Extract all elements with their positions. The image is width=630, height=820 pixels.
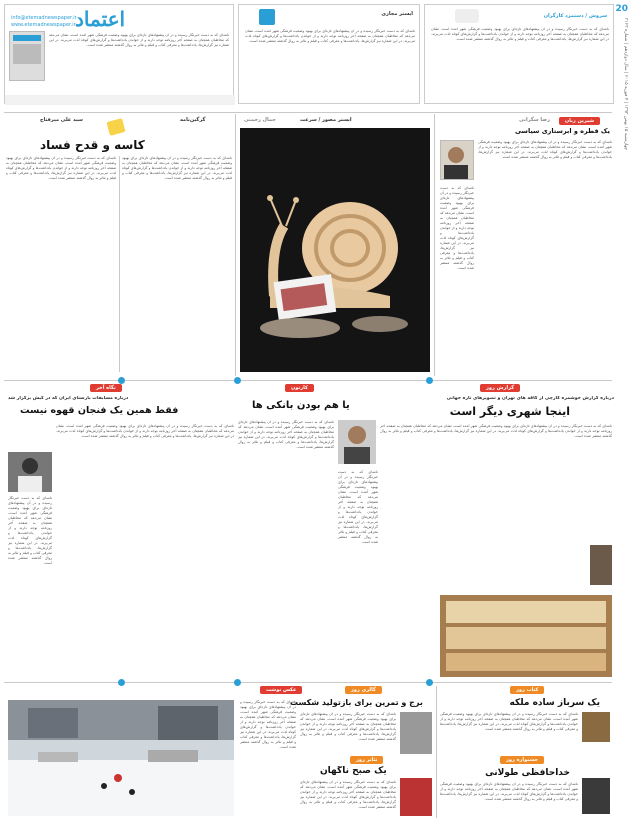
writer-illustration [338,420,376,464]
section-dot [118,679,125,686]
cinema-tag: جشنواره روز [500,756,544,764]
gallery-title: برج و تمرین برای بازتولید شکست [290,698,423,707]
author-photo [440,140,474,180]
divider [4,682,612,683]
poetry-tag: شیرین زبان [559,117,600,125]
book-cover [582,712,610,742]
divider [434,114,435,376]
logo: اعتماد [75,7,126,31]
section-dot [234,679,241,686]
cinema-text: نامه‌ای که به دست خبرنگار رسیده و در آن پیشنهادهای تازه‌ای برای بهبود وضعیت فرهنگی شهر آمده است، نشان می‌دهد که مخاطبان همچنان به صفحه آخر روزنامه توجه دارند و از خواندن یادداشت‌ها و گزارش‌های کوتاه لذت می‌برند. در این شماره نیز گزارش‌ها، یادداشت‌ها و معرفی کتاب و فیلم و تئاتر به روال گذشته منتشر شده است. [440,782,578,801]
snail-illustration [240,128,430,372]
editors-text: نامه‌ای که به دست خبرنگار رسیده و در آن پیشنهادهای تازه‌ای برای بهبود وضعیت فرهنگی شهر آمده است، نشان می‌دهد که مخاطبان همچنان به صفحه آخر روزنامه توجه دارند و از خواندن یادداشت‌ها و گزارش‌های کوتاه لذت می‌برند. در این شماره نیز گزارش‌ها، یادداشت‌ها و معرفی کتاب و فیلم و تئاتر به روال گذشته منتشر شده است. [245,29,415,43]
poetry-title: یک قطره و ابرستاری سیاسی [514,127,610,135]
book-text: نامه‌ای که به دست خبرنگار رسیده و در آن پیشنهادهای تازه‌ای برای بهبود وضعیت فرهنگی شهر آمده است، نشان می‌دهد که مخاطبان همچنان به صفحه آخر روزنامه توجه دارند و از خواندن یادداشت‌ها و گزارش‌های کوتاه لذت می‌برند. در این شماره نیز گزارش‌ها، یادداشت‌ها و معرفی کتاب و فیلم و تئاتر به روال گذشته منتشر شده است. [440,712,578,731]
theatre-poster [400,778,432,816]
barista-photo [8,452,52,492]
lastlook-text: نامه‌ای که به دست خبرنگار رسیده و در آن پیشنهادهای تازه‌ای برای بهبود وضعیت فرهنگی شهر آمده است، نشان می‌دهد که مخاطبان همچنان به صفحه آخر روزنامه توجه دارند و از خواندن یادداشت‌ها و گزارش‌های کوتاه لذت می‌برند. در این شماره نیز گزارش‌ها، یادداشت‌ها و معرفی کتاب و فیلم و تئاتر به روال گذشته منتشر شده است. [56,424,234,438]
book-tag: کتاب روز [510,686,544,694]
lastlook-tag: نگاه آخر [90,384,122,392]
divider [119,156,120,372]
theatre-text: نامه‌ای که به دست خبرنگار رسیده و در آن پیشنهادهای تازه‌ای برای بهبود وضعیت فرهنگی شهر آمده است، نشان می‌دهد که مخاطبان همچنان به صفحه آخر روزنامه توجه دارند و از خواندن یادداشت‌ها و گزارش‌های کوتاه لذت می‌برند. در این شماره نیز گزارش‌ها، یادداشت‌ها و معرفی کتاب و فیلم و تئاتر به روال گذشته منتشر شده است. [300,780,396,809]
issue-date: چهارشنبه ۱۵ بهمن ۱۳۹۳ | ۴ فوریه ۲۰۱۵ | سال دوازدهم | شماره ۳۱۲۳ [623,18,628,151]
section-dot [426,679,433,686]
notice-title: سروش / دستمزد کارگران [543,13,607,19]
newspaper-thumbnail [9,31,45,81]
divider [4,380,612,381]
cartoon-tag: کارتون [285,384,314,392]
divider [436,686,437,818]
gallery-photo [400,712,432,754]
woman-photo [590,545,612,585]
notice-box [424,4,614,104]
film-still [582,778,610,814]
email-link[interactable]: info@etemadnewspaper.ir [11,15,77,21]
photo-tag: عکس نوشت [260,686,302,694]
gallery-tag: گالری روز [345,686,382,694]
report-title: اینجا شهری دیگر است [449,405,570,418]
cinema-title: خداحافظی طولانی [485,768,570,778]
lastlook-subtitle: درباره مسابقات بارستای ایران که در کیش برگزار شد [8,396,129,401]
snow-illustration [8,700,234,816]
cartoon-text-right: نامه‌ای که به دست خبرنگار رسیده و در آن پیشنهادهای تازه‌ای برای بهبود وضعیت فرهنگی شهر آمده است، نشان می‌دهد که مخاطبان همچنان به صفحه آخر روزنامه توجه دارند و از خواندن یادداشت‌ها و گزارش‌های کوتاه لذت می‌برند. در این شماره نیز گزارش‌ها، یادداشت‌ها و معرفی کتاب و فیلم و تئاتر به روال گذشته منتشر شده است. [338,470,378,544]
editors-label: ایستر مجازی [381,11,413,17]
lastlook-text-left: نامه‌ای که به دست خبرنگار رسیده و در آن پیشنهادهای تازه‌ای برای بهبود وضعیت فرهنگی شهر آمده است، نشان می‌دهد که مخاطبان همچنان به صفحه آخر روزنامه توجه دارند و از خواندن یادداشت‌ها و گزارش‌های کوتاه لذت می‌برند. در این شماره نیز گزارش‌ها، یادداشت‌ها و معرفی کتاب و فیلم و تئاتر به روال گذشته منتشر شده است. [8,496,52,565]
date-strip [616,4,628,224]
report-subtitle: درباره گزارش خوشمزه کارچی از کافه های تهران و تصویرهای تازه جهانی [446,396,614,401]
brand-credits: نامه‌ای که به دست خبرنگار رسیده و در آن پیشنهادهای تازه‌ای برای بهبود وضعیت فرهنگی شهر آمده است، نشان می‌دهد که مخاطبان همچنان به صفحه آخر روزنامه توجه دارند و از خواندن یادداشت‌ها و گزارش‌های کوتاه لذت می‌برند. در این شماره نیز گزارش‌ها، یادداشت‌ها و معرفی کتاب و فیلم و تئاتر به روال گذشته منتشر شده است. [49,33,229,47]
section-dot [426,377,433,384]
divider [4,112,612,113]
poetry-subtag: رضا سگرانی [519,117,550,123]
column-text-right: نامه‌ای که به دست خبرنگار رسیده و در آن پیشنهادهای تازه‌ای برای بهبود وضعیت فرهنگی شهر آمده است، نشان می‌دهد که مخاطبان همچنان به صفحه آخر روزنامه توجه دارند و از خواندن یادداشت‌ها و گزارش‌های کوتاه لذت می‌برند. در این شماره نیز گزارش‌ها، یادداشت‌ها و معرفی کتاب و فیلم و تئاتر به روال گذشته منتشر شده است. [122,156,232,180]
theatre-title: یک صبح ناگهان [320,766,387,776]
gallery-text: نامه‌ای که به دست خبرنگار رسیده و در آن پیشنهادهای تازه‌ای برای بهبود وضعیت فرهنگی شهر آمده است، نشان می‌دهد که مخاطبان همچنان به صفحه آخر روزنامه توجه دارند و از خواندن یادداشت‌ها و گزارش‌های کوتاه لذت می‌برند. در این شماره نیز گزارش‌ها، یادداشت‌ها و معرفی کتاب و فیلم و تئاتر به روال گذشته منتشر شده است. [300,712,396,741]
section-dot [118,377,125,384]
portrait-illustration [440,141,473,180]
snow-photo [8,700,234,816]
book-title: یک سرباز ساده ملکه [509,698,600,708]
mobile-icon [259,9,275,25]
lastlook-title: فقط همین یک فنجان قهوه نیست [20,405,179,416]
snail-cartoon [240,128,430,372]
column-text-left: نامه‌ای که به دست خبرنگار رسیده و در آن پیشنهادهای تازه‌ای برای بهبود وضعیت فرهنگی شهر آمده است، نشان می‌دهد که مخاطبان همچنان به صفحه آخر روزنامه توجه دارند و از خواندن یادداشت‌ها و گزارش‌های کوتاه لذت می‌برند. در این شماره نیز گزارش‌ها، یادداشت‌ها و معرفی کتاب و فیلم و تئاتر به روال گذشته منتشر شده است. [6,156,116,180]
cafe-photo [440,595,612,677]
poetry-text: نامه‌ای که به دست خبرنگار رسیده و در آن پیشنهادهای تازه‌ای برای بهبود وضعیت فرهنگی شهر آمده است، نشان می‌دهد که مخاطبان همچنان به صفحه آخر روزنامه توجه دارند و از خواندن یادداشت‌ها و گزارش‌های کوتاه لذت می‌برند. در این شماره نیز گزارش‌ها، یادداشت‌ها و معرفی کتاب و فیلم و تئاتر به روال گذشته منتشر شده است. [478,140,612,159]
cartoon-text: نامه‌ای که به دست خبرنگار رسیده و در آن پیشنهادهای تازه‌ای برای بهبود وضعیت فرهنگی شهر آمده است، نشان می‌دهد که مخاطبان همچنان به صفحه آخر روزنامه توجه دارند و از خواندن یادداشت‌ها و گزارش‌های کوتاه لذت می‌برند. در این شماره نیز گزارش‌ها، یادداشت‌ها و معرفی کتاب و فیلم و تئاتر به روال گذشته منتشر شده است. [238,420,334,449]
editors-box [238,4,420,104]
brand-box [4,4,234,104]
cartoon-title: یا هم بودن بانکی ها [252,400,350,411]
site-link[interactable]: www.etemadnewspaper.ir [11,22,76,28]
author-name: سید علی میرفتاح [40,117,83,123]
photo-text: نامه‌ای که به دست خبرنگار رسیده و در آن پیشنهادهای تازه‌ای برای بهبود وضعیت فرهنگی شهر آمده است، نشان می‌دهد که مخاطبان همچنان به صفحه آخر روزنامه توجه دارند و از خواندن یادداشت‌ها و گزارش‌های کوتاه لذت می‌برند. در این شماره نیز گزارش‌ها، یادداشت‌ها و معرفی کتاب و فیلم و تئاتر به روال گذشته منتشر شده است. [240,700,296,749]
cartoon-label: ایستر مصور / سرعت [300,117,352,123]
notice-icon [455,9,479,23]
brand-footer [5,95,235,105]
writer-photo [338,420,376,464]
notice-text: نامه‌ای که به دست خبرنگار رسیده و در آن پیشنهادهای تازه‌ای برای بهبود وضعیت فرهنگی شهر آمده است، نشان می‌دهد که مخاطبان همچنان به صفحه آخر روزنامه توجه دارند و از خواندن یادداشت‌ها و گزارش‌های کوتاه لذت می‌برند. در این شماره نیز گزارش‌ها، یادداشت‌ها و معرفی کتاب و فیلم و تئاتر به روال گذشته منتشر شده است. [431,27,609,41]
column-label: گرگین‌نامه [180,117,206,123]
pastry-illustration [440,595,612,677]
report-tag: گزارش روز [480,384,520,392]
divider [235,114,236,376]
section-dot [234,377,241,384]
page-number: 20 [615,4,628,14]
column-title: کاسه و قدح فساد [40,138,145,152]
pencil-icon [106,118,125,136]
cartoon-author: جمال رحمتی [244,117,276,123]
theatre-tag: تئاتر روز [350,756,383,764]
barista-illustration [8,452,52,492]
poetry-text-lower: نامه‌ای که به دست خبرنگار رسیده و در آن پیشنهادهای تازه‌ای برای بهبود وضعیت فرهنگی شهر آمده است، نشان می‌دهد که مخاطبان همچنان به صفحه آخر روزنامه توجه دارند و از خواندن یادداشت‌ها و گزارش‌های کوتاه لذت می‌برند. در این شماره نیز گزارش‌ها، یادداشت‌ها و معرفی کتاب و فیلم و تئاتر به روال گذشته منتشر شده است. [440,186,474,270]
report-text: نامه‌ای که به دست خبرنگار رسیده و در آن پیشنهادهای تازه‌ای برای بهبود وضعیت فرهنگی شهر آمده است، نشان می‌دهد که مخاطبان همچنان به صفحه آخر روزنامه توجه دارند و از خواندن یادداشت‌ها و گزارش‌های کوتاه لذت می‌برند. در این شماره نیز گزارش‌ها، یادداشت‌ها و معرفی کتاب و فیلم و تئاتر به روال گذشته منتشر شده است. [380,424,612,438]
